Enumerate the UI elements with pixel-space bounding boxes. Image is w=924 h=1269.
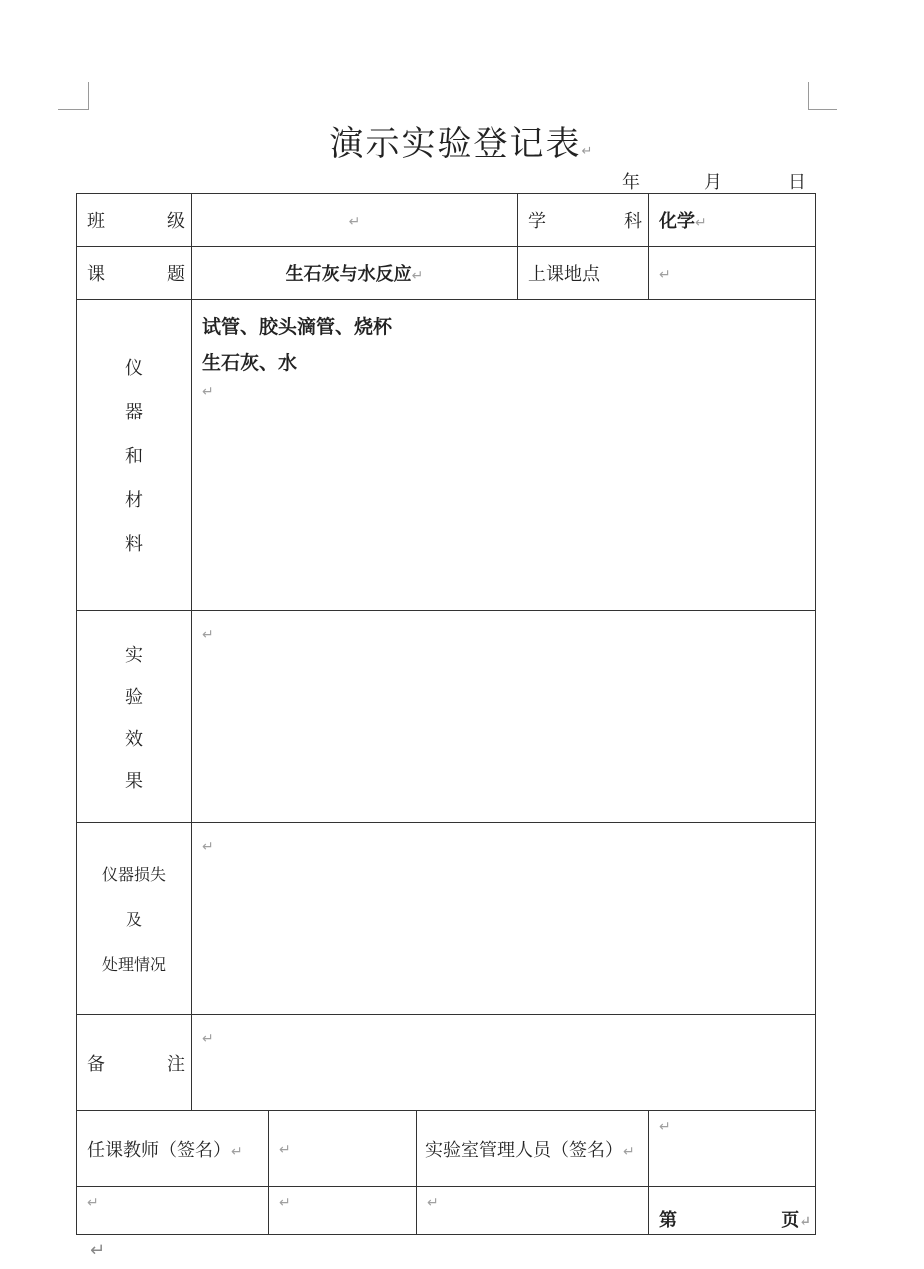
subject-value-cell[interactable] [649,194,816,247]
return-arrow-icon: ↵ [799,1214,812,1230]
subject-label-cell: 学 科 [518,194,649,247]
return-arrow-icon: ↵ [659,1119,671,1135]
remarks-label-cell: 备 注 [77,1015,192,1111]
date-line [600,168,820,192]
teacher-signature-value-cell[interactable] [269,1111,417,1187]
materials-line-1: 试管、胶头滴管、烧杯 [202,316,393,338]
date-year-label: 年 [622,172,640,193]
return-arrow-icon: ↵ [411,268,424,284]
return-arrow-icon: ↵ [279,1195,291,1211]
return-arrow-icon: ↵ [231,1143,243,1160]
lab-manager-signature-value-cell[interactable] [649,1111,816,1187]
date-day-label: 日 [788,172,806,193]
topic-value-cell[interactable] [192,247,518,300]
materials-label-cell: 仪 器 和 材 料 [77,300,192,611]
return-arrow-icon: ↵ [202,384,214,400]
topic-label-cell: 课 题 [77,247,192,300]
footer-cell-1[interactable] [77,1187,269,1235]
registration-table [76,193,816,1235]
materials-value-cell[interactable] [192,300,816,611]
location-label-cell [518,247,649,300]
trailing-paragraph-mark-icon: ↵ [90,1240,106,1261]
effect-value-cell[interactable] [192,611,816,823]
topic-value: 生石灰与水反应 [285,264,412,285]
crop-mark-top-right [808,82,837,110]
lab-manager-signature-label: 实验室管理人员（签名） [425,1139,623,1161]
crop-mark-top-left [58,82,89,110]
document-title: 演示实验登记表↵ [329,124,595,164]
return-arrow-icon: ↵ [87,1195,99,1211]
class-label-cell: 班 级 [77,194,192,247]
teacher-signature-label-cell [77,1111,269,1187]
return-arrow-icon: ↵ [623,1143,635,1160]
class-value-cell[interactable] [192,194,518,247]
page-label-suffix: 页↵ [781,1210,812,1231]
location-label: 上课地点 [528,264,601,285]
page-label-prefix: 第 [659,1210,678,1231]
remarks-value-cell[interactable] [192,1015,816,1111]
return-arrow-icon: ↵ [279,1142,291,1158]
footer-cell-2[interactable] [269,1187,417,1235]
return-arrow-icon: ↵ [348,213,361,230]
loss-label-cell: 仪器损失 及 处理情况 [77,823,192,1015]
page-number-cell [649,1187,816,1235]
return-arrow-icon: ↵ [202,1031,214,1047]
subject-value: 化学 [659,211,696,232]
return-arrow-icon: ↵ [659,266,671,283]
loss-value-cell[interactable] [192,823,816,1015]
date-month-label: 月 [704,172,722,193]
location-value-cell[interactable] [649,247,816,300]
teacher-signature-label: 任课教师（签名） [87,1139,231,1161]
lab-manager-signature-label-cell [417,1111,649,1187]
return-arrow-icon: ↵ [427,1195,439,1211]
return-arrow-icon: ↵ [202,627,214,643]
paragraph-mark-icon: ↵ [581,144,595,159]
footer-cell-3[interactable] [417,1187,649,1235]
materials-line-2: 生石灰、水 [202,352,298,374]
return-arrow-icon: ↵ [695,215,707,231]
return-arrow-icon: ↵ [202,839,214,855]
effect-label-cell: 实 验 效 果 [77,611,192,823]
